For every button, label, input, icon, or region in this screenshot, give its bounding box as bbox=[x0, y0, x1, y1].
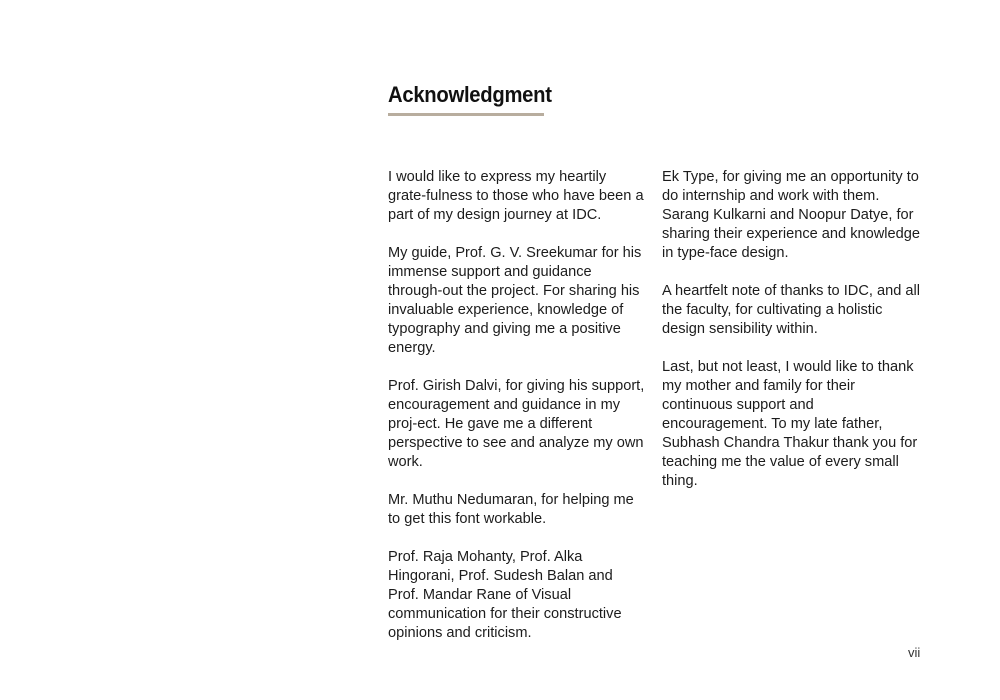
paragraph-visual-communication: Prof. Raja Mohanty, Prof. Alka Hingorani, Prof. Sudesh Balan and Prof. Mandar Rane of Visual communication for their constructive opinions and criticism. bbox=[388, 549, 622, 641]
paragraph-guide: My guide, Prof. G. V. Sreekumar for his immense support and guidance through-out the project. For sharing his invaluable experience, knowledge of typography and giving me a positive energy. bbox=[388, 245, 642, 356]
paragraph-dalvi: Prof. Girish Dalvi, for giving his support, encouragement and guidance in my proj-ect. He gave me a different perspective to see and analyze my own work. bbox=[388, 378, 645, 470]
right-text-column bbox=[662, 168, 920, 510]
paragraph-intro: I would like to express my heartily grate-fulness to those who have been a part of my design journey at IDC. bbox=[388, 169, 644, 223]
paragraph-nedumaran: Mr. Muthu Nedumaran, for helping me to get this font workable. bbox=[388, 492, 634, 527]
paragraph-ek-type: Ek Type, for giving me an opportunity to do internship and work with them. Sarang Kulkarni and Noopur Datye, for sharing their experience and knowledge in type-face design. bbox=[662, 169, 920, 261]
paragraph-idc-faculty: A heartfelt note of thanks to IDC, and all the faculty, for cultivating a holistic design sensibility within. bbox=[662, 283, 920, 337]
title-underline bbox=[388, 113, 544, 116]
paragraph-family: Last, but not least, I would like to thank my mother and family for their continuous support and encouragement. To my late father, Subhash Chandra Thakur thank you for teaching me the value of every small thing. bbox=[662, 359, 918, 489]
page-title: Acknowledgment bbox=[388, 82, 552, 107]
page-number: vii bbox=[908, 645, 921, 660]
left-text-column bbox=[388, 168, 646, 662]
